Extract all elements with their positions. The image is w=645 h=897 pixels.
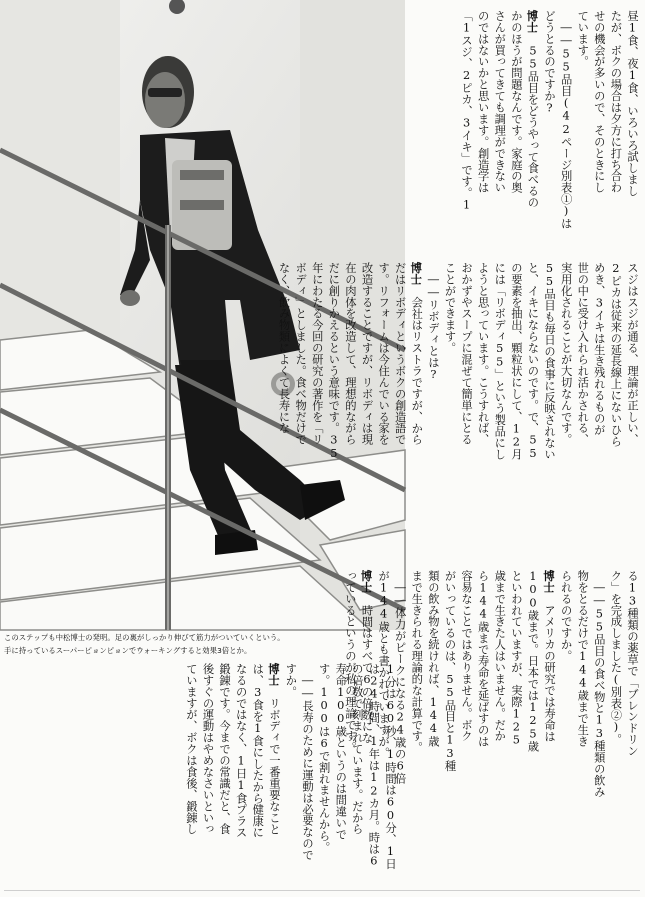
- text-line: [524, 10, 541, 254]
- text-line: [557, 21, 574, 254]
- text-line: [215, 663, 232, 888]
- line-text: まで生きられる理論的な計算です。: [410, 570, 424, 754]
- speaker-label: 博士: [266, 663, 281, 686]
- line-text: には「リボディ55」という製品にし: [493, 262, 507, 461]
- text-line: [365, 663, 382, 888]
- text-line: [375, 262, 392, 552]
- text-column-2: [277, 262, 640, 552]
- text-line: [574, 10, 591, 254]
- line-text: ――55品目(42ページ別表①)は: [559, 21, 573, 230]
- text-line: [607, 570, 624, 888]
- text-line: [408, 262, 425, 552]
- line-text: 改造することですが、リボディは現: [360, 262, 374, 446]
- bottom-rule: [4, 890, 640, 891]
- text-line: [282, 663, 299, 888]
- line-text: 寿命100歳というのは間違いで: [334, 663, 348, 840]
- line-text: 55品目をどうやって食べるの: [526, 44, 540, 209]
- text-line: [474, 10, 491, 254]
- line-text: す。リフォームは今住んでいる家を: [377, 262, 391, 446]
- text-line: [507, 570, 524, 888]
- line-text: 鍛錬です。今までの常識だと、食: [218, 663, 232, 835]
- text-line: [298, 674, 315, 888]
- line-text: 世の中に受け入れられ活かされる、: [576, 262, 590, 446]
- text-line: [623, 10, 640, 254]
- line-text: 歳まで生きた人はいません。だか: [493, 570, 507, 742]
- line-text: 物をとるだけで144歳まで生き: [576, 570, 590, 747]
- text-line: [507, 10, 524, 254]
- speaker-label: 博士: [409, 262, 424, 285]
- line-text: たが、ボクの場合は夕方に打ち合わ: [609, 10, 623, 194]
- line-text: ――体力がピークになる24歳の6倍: [393, 581, 407, 785]
- line-text: 在の肉体を改造して、理想的ながら: [343, 262, 357, 446]
- text-line: [358, 262, 375, 552]
- text-line: [590, 10, 607, 254]
- line-text: スジはスジが通る、理論が正しい、: [626, 262, 639, 446]
- text-line: [424, 570, 441, 888]
- text-line: [540, 10, 557, 254]
- text-line: [590, 262, 607, 552]
- line-text: 年にわたる今回の研究の著作を「リ: [310, 262, 324, 446]
- text-line: [249, 663, 266, 888]
- text-line: [325, 262, 342, 552]
- line-text: 100歳まで。日本では125歳: [526, 570, 540, 752]
- text-line: [308, 262, 325, 552]
- line-text: ことができます。: [443, 262, 457, 354]
- caption-line: このステップも中松博士の発明。足の裏がしっかり伸びて筋力がついていくという。: [4, 633, 285, 642]
- speaker-label: 博士: [525, 10, 540, 33]
- text-line: [574, 262, 591, 552]
- line-text: ら144歳まで寿命を延ばすのは: [476, 570, 490, 747]
- line-text: リボディで一番重要なこと: [267, 697, 281, 835]
- line-text: ボディ」としました。食べ物だけで: [294, 262, 308, 446]
- line-text: といわれていますが、実際125: [509, 570, 523, 747]
- text-column-4: [158, 663, 398, 888]
- line-text: の要素を抽出、顆粒状にして、12月: [509, 262, 523, 461]
- line-text: だはリボディというボクの創造語で: [393, 262, 407, 446]
- text-line: [491, 570, 508, 888]
- line-text: 類の飲み物を続ければ、144歳: [426, 570, 440, 747]
- text-line: [457, 10, 474, 254]
- speaker-label: 博士: [359, 570, 374, 593]
- line-text: は、3食を1食にしたから健康に: [251, 663, 265, 839]
- line-text: ています。: [576, 10, 590, 68]
- line-text: の倍数で刻まれています。だから: [350, 663, 364, 835]
- line-text: 昼1食、夜1食、いろいろ試しまし: [626, 10, 639, 197]
- text-line: [232, 663, 249, 888]
- line-text: られるのですか。: [559, 570, 573, 662]
- text-line: [507, 262, 524, 552]
- line-text: ――長寿のために運動は必要なので: [301, 674, 315, 861]
- text-line: [275, 262, 292, 552]
- text-line: [574, 570, 591, 888]
- line-text: す。100は6で割れませんから。: [317, 663, 331, 853]
- text-line: [348, 663, 365, 888]
- line-text: アメリカの研究では寿命は: [543, 604, 557, 742]
- line-text: どうとるのですか?: [543, 10, 557, 115]
- line-text: 容易なことではありません。ボク: [460, 570, 474, 742]
- line-text: のではないかと思います。創造学は: [476, 10, 490, 194]
- speaker-label: 博士: [542, 570, 557, 593]
- text-line: [540, 262, 557, 552]
- line-text: 後すぐの運動はやめなさいといっ: [201, 663, 215, 835]
- line-text: 「1スジ、2ピカ、3イキ」です。1: [460, 10, 474, 212]
- line-text: おかずやスープに混ぜて簡単にとる: [460, 262, 474, 446]
- text-line: [557, 262, 574, 552]
- text-line: [265, 663, 282, 888]
- text-line: [623, 570, 640, 888]
- line-text: ――55品目の食べ物と13種類の飲み: [592, 581, 606, 798]
- text-line: [623, 262, 640, 552]
- line-text: ――リボディとは?: [426, 273, 440, 382]
- line-text: 2ピカは従来の延長線上にないひら: [609, 262, 623, 447]
- text-line: [315, 663, 332, 888]
- line-text: ようと思っています。こうすれば、: [476, 262, 490, 446]
- text-column-1: [408, 10, 640, 254]
- line-text: だに創りかえるという意味です。35: [327, 262, 341, 461]
- line-text: が144歳とも書かれていますが。: [377, 570, 391, 759]
- text-line: [341, 262, 358, 552]
- line-text: めき、3イキは生き残れるものが: [592, 262, 606, 436]
- text-line: [292, 262, 309, 552]
- text-line: [457, 262, 474, 552]
- text-line: [441, 570, 458, 888]
- line-text: なるのではなく、1日1食プラス: [234, 663, 248, 839]
- text-line: [590, 581, 607, 888]
- text-line: [441, 262, 458, 552]
- text-line: [332, 663, 349, 888]
- text-line: [474, 570, 491, 888]
- line-text: 55品目も毎日の食事に反映されない: [543, 262, 557, 461]
- text-line: [457, 570, 474, 888]
- text-line: [199, 663, 216, 888]
- line-text: ていますが、ボクは食後、鍛錬し: [184, 663, 198, 835]
- text-line: [607, 10, 624, 254]
- line-text: がいっているのは、55品目と13種: [443, 570, 457, 772]
- text-line: [524, 570, 541, 888]
- caption-line: 手に持っているスーパーピョンピョンでウォーキングすると効果3倍とか。: [4, 646, 252, 655]
- text-line: [557, 570, 574, 888]
- text-line: [474, 262, 491, 552]
- text-line: [607, 262, 624, 552]
- text-line: [491, 10, 508, 254]
- line-text: すか。: [284, 663, 298, 698]
- line-text: 実用化されることが大切なんです。: [559, 262, 573, 446]
- line-text: なく、飲み物類によくて長寿にな: [277, 262, 291, 434]
- text-line: [424, 273, 441, 552]
- line-text: ク」を完成しました(別表②)。: [609, 570, 623, 746]
- line-text: 1分は60秒、1時間は60分、1日: [384, 663, 397, 870]
- text-line: [540, 570, 557, 888]
- text-line: [524, 262, 541, 552]
- line-text: 時間はすべて6の倍数にな: [360, 604, 374, 744]
- line-text: さんが買ってきても調理ができない: [493, 10, 507, 194]
- line-text: かのほうが問題なんです。家庭の奥: [509, 10, 523, 194]
- line-text: る13種類の薬草で「ブレンドリン: [626, 570, 639, 757]
- line-text: と、イキにならないのです。で、55: [526, 262, 540, 461]
- text-line: [491, 262, 508, 552]
- text-line: [381, 663, 398, 888]
- line-text: は24時間、1年は12カ月。時は6: [367, 663, 381, 868]
- text-line: [182, 663, 199, 888]
- line-text: せの機会が多いので、そのときにし: [592, 10, 606, 194]
- text-line: [408, 570, 425, 888]
- line-text: 会社はリストラですが、から: [410, 296, 424, 446]
- line-text: っているというのが私の理論です。: [343, 570, 357, 754]
- text-line: [391, 262, 408, 552]
